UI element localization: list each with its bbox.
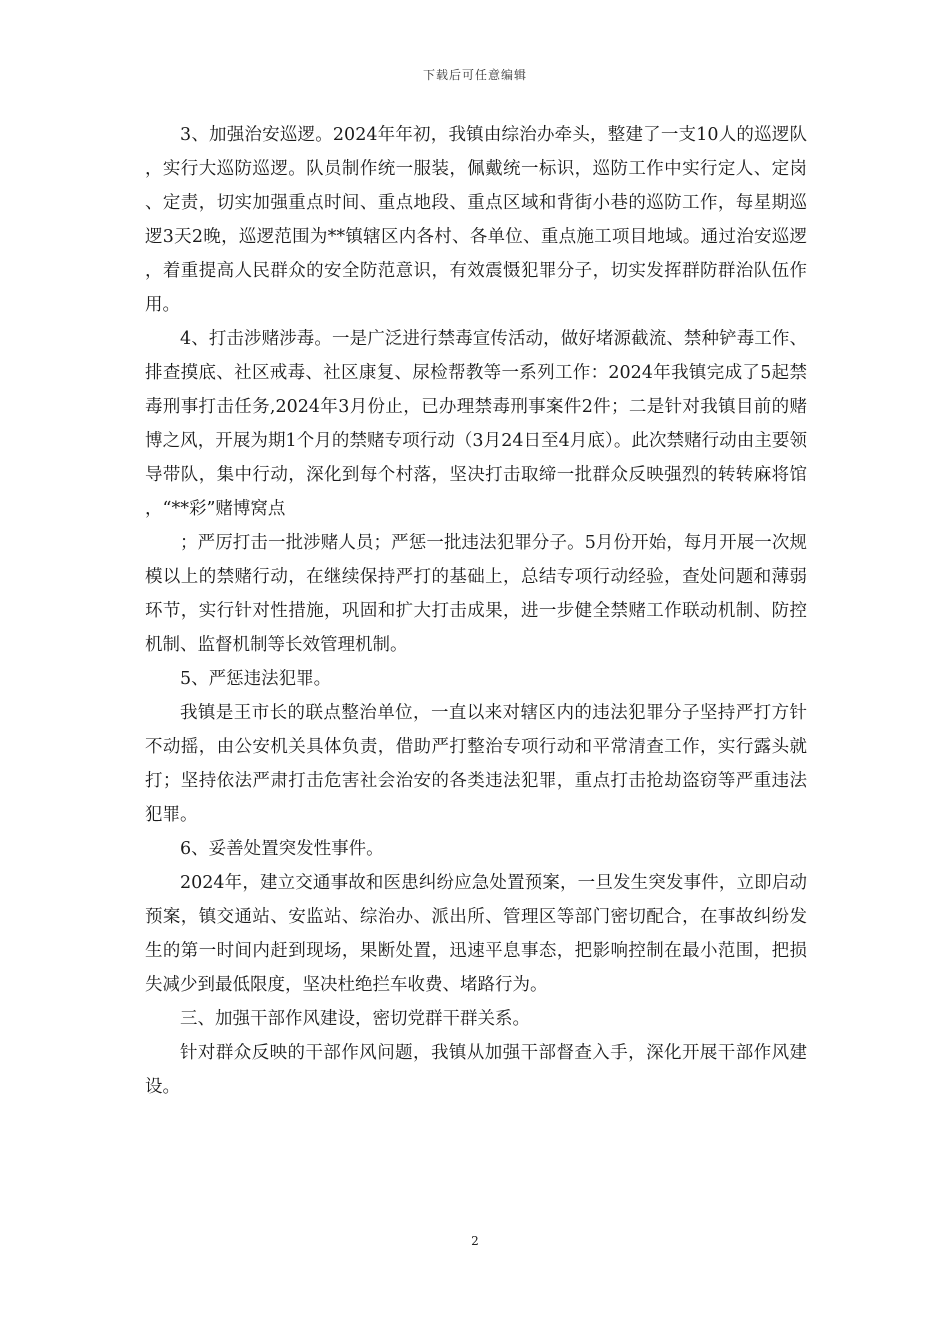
paragraph-gambling-drugs: 4、打击涉赌涉毒。一是广泛进行禁毒宣传活动，做好堵源截流、禁种铲毒工作、排查摸底、社区戒毒、社区康复、尿检帮教等一系列工作：2024年我镇完成了5起禁毒刑事打击任务,2024年3月份止，已办理禁毒刑事案件2件；二是针对我镇目前的赌博之风，开展为期1个月的禁赌专项行动（3月24日至4月底）。此次禁赌行动由主要领导带队，集中行动，深化到每个村落，坚决打击取缔一批群众反映强烈的转转麻将馆，“**彩”赌博窝点 — [145, 329, 807, 519]
page-number: 2 — [471, 1234, 479, 1248]
paragraph-emergency: 2024年，建立交通事故和医患纠纷应急处置预案，一旦发生突发事件，立即启动预案，镇交通站、安监站、综治办、派出所、管理区等部门密切配合，在事故纠纷发生的第一时间内赶到现场，果断处置，迅速平息事态，把影响控制在最小范围，把损失减少到最低限度，坚决杜绝拦车收费、堵路行为。 — [145, 873, 807, 995]
paragraph-heading-emergency: 6、妥善处置突发性事件。 — [180, 839, 384, 859]
paragraph-heading-crime: 5、严惩违法犯罪。 — [180, 669, 332, 689]
paragraph-cadre: 针对群众反映的干部作风问题，我镇从加强干部督查入手，深化开展干部作风建设。 — [145, 1043, 807, 1097]
paragraph-patrol: 3、加强治安巡逻。2024年年初，我镇由综治办牵头，整建了一支10人的巡逻队，实行大巡防巡逻。队员制作统一服装，佩戴统一标识，巡防工作中实行定人、定岗、定责，切实加强重点时间、重点地段、重点区域和背街小巷的巡防工作，每星期巡逻3天2晚，巡逻范围为**镇辖区内各村、各单位、重点施工项目地域。通过治安巡逻，着重提高人民群众的安全防范意识，有效震慑犯罪分子，切实发挥群防群治队伍作用。 — [145, 125, 807, 315]
paragraph-crime: 我镇是王市长的联点整治单位，一直以来对辖区内的违法犯罪分子坚持严打方针不动摇，由公安机关具体负责，借助严打整治专项行动和平常清查工作，实行露头就打；坚持依法严肃打击危害社会治安的各类违法犯罪，重点打击抢劫盗窃等严重违法犯罪。 — [145, 703, 807, 825]
paragraph-gambling-continued: ；严厉打击一批涉赌人员；严惩一批违法犯罪分子。5月份开始，每月开展一次规模以上的禁赌行动，在继续保持严打的基础上，总结专项行动经验，查处问题和薄弱环节，实行针对性措施，巩固和扩大打击成果，进一步健全禁赌工作联动机制、防控机制、监督机制等长效管理机制。 — [145, 533, 807, 655]
paragraph-heading-cadre: 三、加强干部作风建设，密切党群干群关系。 — [180, 1009, 530, 1029]
page-header: 下载后可任意编辑 — [422, 68, 527, 82]
document-body — [145, 118, 807, 1104]
